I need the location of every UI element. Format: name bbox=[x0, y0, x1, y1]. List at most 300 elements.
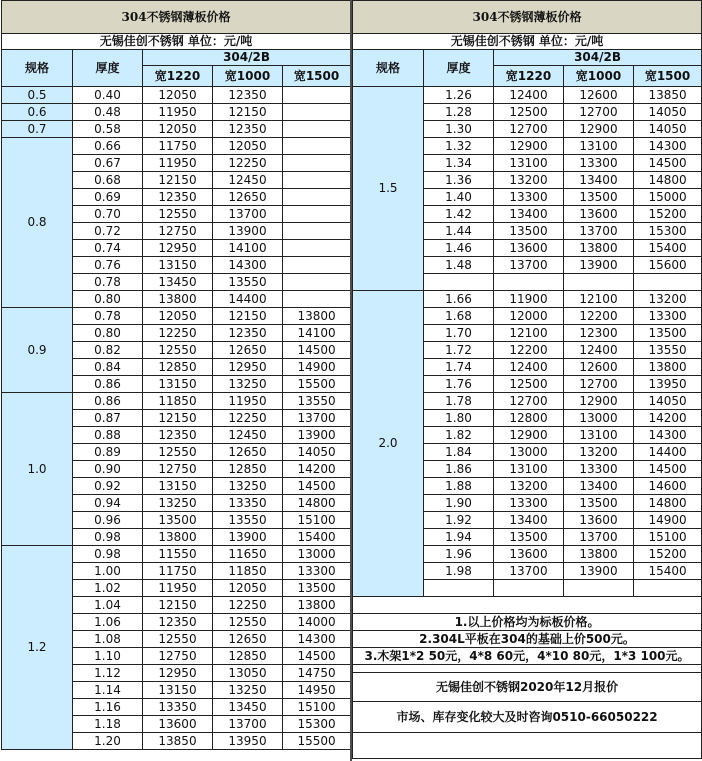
price-1000-cell: 13600 bbox=[564, 206, 634, 223]
price-1500-cell: 13800 bbox=[634, 359, 702, 376]
price-1500-cell: 13800 bbox=[283, 597, 351, 614]
price-1000-cell: 12700 bbox=[564, 376, 634, 393]
price-1220-cell bbox=[494, 580, 564, 597]
thickness-cell: 1.40 bbox=[424, 189, 494, 206]
thickness-cell: 0.76 bbox=[73, 257, 143, 274]
price-1220-cell: 13150 bbox=[143, 376, 213, 393]
table-row bbox=[353, 87, 702, 104]
header-width-1000: 宽1000 bbox=[564, 66, 634, 87]
price-1000-cell: 13250 bbox=[213, 682, 283, 699]
price-1500-cell: 13500 bbox=[634, 325, 702, 342]
price-1000-cell: 12700 bbox=[564, 104, 634, 121]
price-1500-cell bbox=[283, 189, 351, 206]
thickness-cell bbox=[424, 580, 494, 597]
price-1000-cell: 12150 bbox=[213, 104, 283, 121]
thickness-cell: 1.34 bbox=[424, 155, 494, 172]
price-1000-cell: 13500 bbox=[564, 189, 634, 206]
header-thickness: 厚度 bbox=[73, 50, 143, 87]
thickness-cell: 1.92 bbox=[424, 512, 494, 529]
thickness-cell: 1.88 bbox=[424, 478, 494, 495]
price-1220-cell: 11950 bbox=[143, 155, 213, 172]
price-1220-cell: 12400 bbox=[494, 359, 564, 376]
price-1220-cell: 13600 bbox=[494, 240, 564, 257]
price-1220-cell: 12500 bbox=[494, 104, 564, 121]
thickness-cell: 0.48 bbox=[73, 104, 143, 121]
price-1500-cell bbox=[283, 104, 351, 121]
thickness-cell: 1.42 bbox=[424, 206, 494, 223]
thickness-cell: 0.98 bbox=[73, 529, 143, 546]
table-row bbox=[2, 104, 351, 121]
price-1000-cell: 13250 bbox=[213, 478, 283, 495]
thickness-cell: 1.08 bbox=[73, 631, 143, 648]
price-1000-cell: 13900 bbox=[213, 529, 283, 546]
price-1500-cell: 14800 bbox=[634, 495, 702, 512]
thickness-cell: 0.87 bbox=[73, 410, 143, 427]
table-row bbox=[2, 121, 351, 138]
price-1220-cell: 12800 bbox=[494, 410, 564, 427]
price-1220-cell: 13200 bbox=[494, 478, 564, 495]
price-1220-cell: 11750 bbox=[143, 563, 213, 580]
price-1220-cell: 13150 bbox=[143, 478, 213, 495]
spec-cell: 1.2 bbox=[2, 546, 73, 750]
thickness-cell: 0.78 bbox=[73, 274, 143, 291]
price-1000-cell: 12350 bbox=[213, 325, 283, 342]
thickness-cell: 1.04 bbox=[73, 597, 143, 614]
price-1000-cell: 13950 bbox=[213, 733, 283, 750]
table-title: 304不锈钢薄板价格 bbox=[353, 1, 702, 34]
price-1220-cell: 13300 bbox=[494, 189, 564, 206]
price-1500-cell: 13550 bbox=[634, 342, 702, 359]
price-1000-cell: 12250 bbox=[213, 597, 283, 614]
note-line: 3.木架1*2 50元，4*8 60元，4*10 80元，1*3 100元。 bbox=[353, 648, 702, 665]
price-1220-cell: 13150 bbox=[143, 257, 213, 274]
price-1000-cell: 11950 bbox=[213, 393, 283, 410]
price-1500-cell: 15100 bbox=[283, 512, 351, 529]
table-row bbox=[2, 138, 351, 155]
price-1000-cell: 13700 bbox=[213, 716, 283, 733]
header-width-1220: 宽1220 bbox=[143, 66, 213, 87]
price-1500-cell: 13700 bbox=[283, 410, 351, 427]
price-1000-cell: 12850 bbox=[213, 648, 283, 665]
price-1220-cell: 13800 bbox=[143, 529, 213, 546]
price-1500-cell: 13300 bbox=[283, 563, 351, 580]
price-1000-cell: 12350 bbox=[213, 87, 283, 104]
price-1220-cell: 12750 bbox=[143, 648, 213, 665]
thickness-cell: 1.68 bbox=[424, 308, 494, 325]
price-1000-cell: 13300 bbox=[564, 155, 634, 172]
price-1220-cell: 13100 bbox=[494, 155, 564, 172]
spec-cell: 0.8 bbox=[2, 138, 73, 308]
thickness-cell: 1.06 bbox=[73, 614, 143, 631]
header-spec: 规格 bbox=[353, 50, 424, 87]
thickness-cell: 1.72 bbox=[424, 342, 494, 359]
price-1500-cell: 14200 bbox=[634, 410, 702, 427]
price-1500-cell: 14500 bbox=[283, 648, 351, 665]
header-width-1500: 宽1500 bbox=[634, 66, 702, 87]
price-1000-cell: 12850 bbox=[213, 461, 283, 478]
thickness-cell: 0.82 bbox=[73, 342, 143, 359]
thickness-cell: 1.14 bbox=[73, 682, 143, 699]
thickness-cell: 0.80 bbox=[73, 291, 143, 308]
thickness-cell: 1.20 bbox=[73, 733, 143, 750]
thickness-cell: 0.58 bbox=[73, 121, 143, 138]
blank-row bbox=[353, 597, 702, 614]
thickness-cell: 1.00 bbox=[73, 563, 143, 580]
price-1000-cell: 12150 bbox=[213, 308, 283, 325]
spec-cell: 2.0 bbox=[353, 291, 424, 597]
price-1500-cell: 13300 bbox=[634, 308, 702, 325]
price-1000-cell: 13250 bbox=[213, 376, 283, 393]
price-1220-cell: 12550 bbox=[143, 444, 213, 461]
price-1000-cell: 14100 bbox=[213, 240, 283, 257]
thickness-cell: 0.90 bbox=[73, 461, 143, 478]
thickness-cell: 1.02 bbox=[73, 580, 143, 597]
price-1500-cell: 14750 bbox=[283, 665, 351, 682]
table-row bbox=[2, 393, 351, 410]
thickness-cell: 1.82 bbox=[424, 427, 494, 444]
price-1220-cell: 13450 bbox=[143, 274, 213, 291]
price-1220-cell: 12700 bbox=[494, 393, 564, 410]
price-1000-cell: 13400 bbox=[564, 478, 634, 495]
thickness-cell: 1.94 bbox=[424, 529, 494, 546]
thickness-cell: 0.86 bbox=[73, 393, 143, 410]
price-1220-cell: 13700 bbox=[494, 257, 564, 274]
price-1220-cell: 12350 bbox=[143, 427, 213, 444]
price-1220-cell: 13250 bbox=[143, 495, 213, 512]
price-1500-cell: 15200 bbox=[634, 206, 702, 223]
price-1500-cell bbox=[634, 274, 702, 291]
price-1220-cell: 11950 bbox=[143, 580, 213, 597]
price-1500-cell: 13800 bbox=[283, 308, 351, 325]
price-1220-cell: 12750 bbox=[143, 461, 213, 478]
table-row bbox=[353, 291, 702, 308]
price-1220-cell: 12900 bbox=[494, 427, 564, 444]
header-grade: 304/2B bbox=[143, 50, 351, 66]
price-1500-cell: 14800 bbox=[283, 495, 351, 512]
price-1000-cell: 11650 bbox=[213, 546, 283, 563]
price-1000-cell: 12450 bbox=[213, 427, 283, 444]
price-1220-cell: 12200 bbox=[494, 342, 564, 359]
thickness-cell: 0.67 bbox=[73, 155, 143, 172]
price-1500-cell: 13200 bbox=[634, 291, 702, 308]
spec-cell: 0.7 bbox=[2, 121, 73, 138]
price-1000-cell: 12050 bbox=[213, 138, 283, 155]
price-1500-cell: 15300 bbox=[634, 223, 702, 240]
price-1000-cell: 12650 bbox=[213, 631, 283, 648]
price-1220-cell: 11950 bbox=[143, 104, 213, 121]
price-1000-cell: 11850 bbox=[213, 563, 283, 580]
price-1000-cell: 12650 bbox=[213, 189, 283, 206]
price-1500-cell: 14100 bbox=[283, 325, 351, 342]
thickness-cell: 0.98 bbox=[73, 546, 143, 563]
price-1500-cell: 14500 bbox=[634, 461, 702, 478]
price-1220-cell: 13150 bbox=[143, 682, 213, 699]
price-1220-cell: 13600 bbox=[494, 546, 564, 563]
price-1220-cell: 12750 bbox=[143, 223, 213, 240]
table-row bbox=[2, 546, 351, 563]
price-1000-cell: 13600 bbox=[564, 512, 634, 529]
price-1500-cell: 15300 bbox=[283, 716, 351, 733]
header-spec: 规格 bbox=[2, 50, 73, 87]
price-1500-cell: 13000 bbox=[283, 546, 351, 563]
price-1500-cell bbox=[283, 206, 351, 223]
spec-cell: 1.5 bbox=[353, 87, 424, 291]
price-1000-cell: 13350 bbox=[213, 495, 283, 512]
price-1220-cell: 12950 bbox=[143, 665, 213, 682]
price-1500-cell: 14300 bbox=[283, 631, 351, 648]
header-width-1000: 宽1000 bbox=[213, 66, 283, 87]
price-1500-cell: 13500 bbox=[283, 580, 351, 597]
price-1500-cell bbox=[283, 155, 351, 172]
price-1500-cell: 15400 bbox=[634, 563, 702, 580]
price-1000-cell: 12600 bbox=[564, 87, 634, 104]
blank-row bbox=[353, 665, 702, 673]
price-1500-cell: 14900 bbox=[634, 512, 702, 529]
table-subtitle: 无锡佳创不锈钢 单位：元/吨 bbox=[353, 34, 702, 50]
price-1500-cell: 15500 bbox=[283, 733, 351, 750]
thickness-cell: 1.78 bbox=[424, 393, 494, 410]
thickness-cell: 0.78 bbox=[73, 308, 143, 325]
price-1500-cell: 14900 bbox=[283, 359, 351, 376]
price-1500-cell: 14800 bbox=[634, 172, 702, 189]
thickness-cell: 1.74 bbox=[424, 359, 494, 376]
price-1500-cell: 15400 bbox=[634, 240, 702, 257]
thickness-cell: 1.26 bbox=[424, 87, 494, 104]
price-1220-cell: 12850 bbox=[143, 359, 213, 376]
header-width-1220: 宽1220 bbox=[494, 66, 564, 87]
price-1220-cell: 12250 bbox=[143, 325, 213, 342]
price-1500-cell: 14300 bbox=[634, 138, 702, 155]
price-1220-cell: 12550 bbox=[143, 342, 213, 359]
price-1220-cell: 13500 bbox=[143, 512, 213, 529]
price-1000-cell: 13800 bbox=[564, 546, 634, 563]
price-1000-cell: 13500 bbox=[564, 495, 634, 512]
table-subtitle: 无锡佳创不锈钢 单位：元/吨 bbox=[2, 34, 351, 50]
price-1500-cell: 14400 bbox=[634, 444, 702, 461]
table-title: 304不锈钢薄板价格 bbox=[2, 1, 351, 34]
thickness-cell: 1.10 bbox=[73, 648, 143, 665]
price-1220-cell: 13400 bbox=[494, 512, 564, 529]
price-1500-cell: 15100 bbox=[283, 699, 351, 716]
thickness-cell: 0.72 bbox=[73, 223, 143, 240]
price-1500-cell bbox=[283, 172, 351, 189]
price-1000-cell: 13450 bbox=[213, 699, 283, 716]
price-1500-cell: 13850 bbox=[634, 87, 702, 104]
thickness-cell: 0.89 bbox=[73, 444, 143, 461]
price-1500-cell bbox=[283, 121, 351, 138]
price-1500-cell: 14950 bbox=[283, 682, 351, 699]
price-1000-cell: 12950 bbox=[213, 359, 283, 376]
price-1220-cell: 12050 bbox=[143, 121, 213, 138]
price-1000-cell: 12900 bbox=[564, 393, 634, 410]
price-1000-cell bbox=[564, 274, 634, 291]
price-1220-cell: 11850 bbox=[143, 393, 213, 410]
price-1220-cell: 12550 bbox=[143, 206, 213, 223]
price-1220-cell: 12150 bbox=[143, 172, 213, 189]
price-1220-cell: 12950 bbox=[143, 240, 213, 257]
price-1000-cell: 13900 bbox=[564, 257, 634, 274]
price-1220-cell: 13800 bbox=[143, 291, 213, 308]
price-1000-cell: 12650 bbox=[213, 444, 283, 461]
thickness-cell: 1.66 bbox=[424, 291, 494, 308]
table-row bbox=[2, 87, 351, 104]
price-1000-cell: 13400 bbox=[564, 172, 634, 189]
header-grade: 304/2B bbox=[494, 50, 702, 66]
header-thickness: 厚度 bbox=[424, 50, 494, 87]
thickness-cell: 0.88 bbox=[73, 427, 143, 444]
price-1220-cell: 13400 bbox=[494, 206, 564, 223]
price-1220-cell: 12150 bbox=[143, 597, 213, 614]
price-1000-cell: 14400 bbox=[213, 291, 283, 308]
thickness-cell: 0.74 bbox=[73, 240, 143, 257]
price-1000-cell: 12100 bbox=[564, 291, 634, 308]
spec-cell: 1.0 bbox=[2, 393, 73, 546]
price-1220-cell: 13300 bbox=[494, 495, 564, 512]
thickness-cell: 0.70 bbox=[73, 206, 143, 223]
right-price-table bbox=[352, 0, 701, 759]
price-1220-cell: 13850 bbox=[143, 733, 213, 750]
price-1220-cell: 13100 bbox=[494, 461, 564, 478]
thickness-cell: 0.69 bbox=[73, 189, 143, 206]
thickness-cell: 1.90 bbox=[424, 495, 494, 512]
price-1500-cell: 14000 bbox=[283, 614, 351, 631]
thickness-cell: 0.94 bbox=[73, 495, 143, 512]
thickness-cell: 1.84 bbox=[424, 444, 494, 461]
price-1500-cell: 13900 bbox=[283, 427, 351, 444]
price-1000-cell: 13800 bbox=[564, 240, 634, 257]
price-1500-cell: 14500 bbox=[283, 478, 351, 495]
price-1220-cell: 12400 bbox=[494, 87, 564, 104]
price-1220-cell: 12500 bbox=[494, 376, 564, 393]
price-1220-cell: 11550 bbox=[143, 546, 213, 563]
price-1000-cell: 12350 bbox=[213, 121, 283, 138]
price-1500-cell: 14500 bbox=[283, 342, 351, 359]
price-1500-cell: 14600 bbox=[634, 478, 702, 495]
thickness-cell: 1.48 bbox=[424, 257, 494, 274]
spec-cell: 0.5 bbox=[2, 87, 73, 104]
thickness-cell: 1.70 bbox=[424, 325, 494, 342]
price-1220-cell: 13000 bbox=[494, 444, 564, 461]
price-1500-cell: 15400 bbox=[283, 529, 351, 546]
thickness-cell: 1.46 bbox=[424, 240, 494, 257]
thickness-cell: 1.16 bbox=[73, 699, 143, 716]
price-1500-cell bbox=[283, 240, 351, 257]
thickness-cell: 0.66 bbox=[73, 138, 143, 155]
price-1000-cell bbox=[564, 580, 634, 597]
price-1000-cell: 13100 bbox=[564, 427, 634, 444]
price-1000-cell: 12250 bbox=[213, 155, 283, 172]
price-1000-cell: 12300 bbox=[564, 325, 634, 342]
thickness-cell: 1.76 bbox=[424, 376, 494, 393]
price-1220-cell bbox=[494, 274, 564, 291]
price-1220-cell: 11900 bbox=[494, 291, 564, 308]
price-1220-cell: 13200 bbox=[494, 172, 564, 189]
thickness-cell: 1.98 bbox=[424, 563, 494, 580]
thickness-cell: 1.32 bbox=[424, 138, 494, 155]
price-1500-cell: 14200 bbox=[283, 461, 351, 478]
thickness-cell: 1.30 bbox=[424, 121, 494, 138]
table-row bbox=[2, 308, 351, 325]
note-line: 2.304L平板在304的基础上价500元。 bbox=[353, 631, 702, 648]
price-1220-cell: 12000 bbox=[494, 308, 564, 325]
price-1000-cell: 12250 bbox=[213, 410, 283, 427]
thickness-cell: 1.28 bbox=[424, 104, 494, 121]
price-1000-cell: 13550 bbox=[213, 274, 283, 291]
price-1220-cell: 13350 bbox=[143, 699, 213, 716]
spec-cell: 0.9 bbox=[2, 308, 73, 393]
price-1000-cell: 13550 bbox=[213, 512, 283, 529]
price-1500-cell bbox=[283, 291, 351, 308]
price-1000-cell: 13050 bbox=[213, 665, 283, 682]
price-1500-cell: 15100 bbox=[634, 529, 702, 546]
thickness-cell: 0.86 bbox=[73, 376, 143, 393]
contact-line: 市场、库存变化较大及时咨询0510-66050222 bbox=[353, 702, 702, 733]
thickness-cell: 1.96 bbox=[424, 546, 494, 563]
quote-date: 无锡佳创不锈钢2020年12月报价 bbox=[353, 673, 702, 702]
price-1000-cell: 12200 bbox=[564, 308, 634, 325]
price-1000-cell: 13200 bbox=[564, 444, 634, 461]
price-1500-cell: 14050 bbox=[283, 444, 351, 461]
blank-row bbox=[353, 733, 702, 759]
left-grid bbox=[1, 0, 351, 750]
note-line: 1.以上价格均为标板价格。 bbox=[353, 614, 702, 631]
price-1220-cell: 12550 bbox=[143, 631, 213, 648]
price-1220-cell: 12700 bbox=[494, 121, 564, 138]
price-1220-cell: 12350 bbox=[143, 614, 213, 631]
price-1220-cell: 13500 bbox=[494, 223, 564, 240]
thickness-cell: 0.84 bbox=[73, 359, 143, 376]
thickness-cell: 0.92 bbox=[73, 478, 143, 495]
price-1220-cell: 12050 bbox=[143, 308, 213, 325]
price-1000-cell: 12400 bbox=[564, 342, 634, 359]
price-1500-cell bbox=[283, 274, 351, 291]
thickness-cell: 1.80 bbox=[424, 410, 494, 427]
price-1500-cell: 14500 bbox=[634, 155, 702, 172]
price-1000-cell: 13700 bbox=[564, 529, 634, 546]
price-1000-cell: 13100 bbox=[564, 138, 634, 155]
price-1500-cell: 13550 bbox=[283, 393, 351, 410]
price-1500-cell bbox=[283, 223, 351, 240]
price-1500-cell: 15500 bbox=[283, 376, 351, 393]
spec-cell: 0.6 bbox=[2, 104, 73, 121]
price-1500-cell bbox=[283, 87, 351, 104]
price-1220-cell: 12150 bbox=[143, 410, 213, 427]
price-1000-cell: 13700 bbox=[213, 206, 283, 223]
thickness-cell: 1.44 bbox=[424, 223, 494, 240]
thickness-cell: 0.96 bbox=[73, 512, 143, 529]
left-price-table bbox=[1, 0, 350, 750]
price-1500-cell: 15200 bbox=[634, 546, 702, 563]
thickness-cell: 0.80 bbox=[73, 325, 143, 342]
price-1000-cell: 12900 bbox=[564, 121, 634, 138]
price-1500-cell bbox=[634, 580, 702, 597]
price-1500-cell bbox=[283, 257, 351, 274]
price-1000-cell: 12650 bbox=[213, 342, 283, 359]
price-1000-cell: 13700 bbox=[564, 223, 634, 240]
price-1000-cell: 14300 bbox=[213, 257, 283, 274]
price-1220-cell: 12350 bbox=[143, 189, 213, 206]
price-1000-cell: 13900 bbox=[213, 223, 283, 240]
price-1500-cell: 15600 bbox=[634, 257, 702, 274]
thickness-cell: 1.12 bbox=[73, 665, 143, 682]
price-1220-cell: 13500 bbox=[494, 529, 564, 546]
price-1500-cell: 14300 bbox=[634, 427, 702, 444]
price-1000-cell: 13300 bbox=[564, 461, 634, 478]
thickness-cell: 0.68 bbox=[73, 172, 143, 189]
price-1000-cell: 12050 bbox=[213, 580, 283, 597]
price-1000-cell: 12600 bbox=[564, 359, 634, 376]
price-1220-cell: 11750 bbox=[143, 138, 213, 155]
